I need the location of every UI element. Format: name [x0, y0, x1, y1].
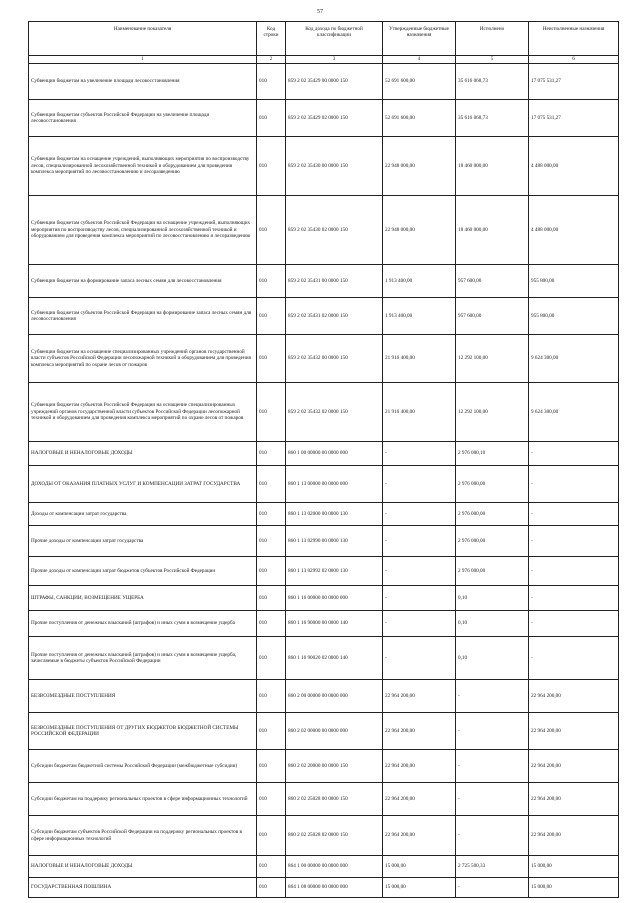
line-code: 010: [257, 557, 286, 586]
line-code: 010: [257, 442, 286, 466]
approved-amount: 22 964 200,00: [383, 713, 456, 750]
line-code: 010: [257, 100, 286, 137]
unexecuted-amount: -: [529, 637, 619, 680]
line-code: 010: [257, 637, 286, 680]
approved-amount: 21 916 400,00: [383, 383, 456, 442]
table-row: [29, 856, 619, 878]
approved-amount: 1 913 400,00: [383, 298, 456, 335]
indicator-name: Субвенции бюджетам на формирование запаса лесных семян для лесовосстановления: [29, 265, 257, 298]
table-row: [29, 816, 619, 856]
approved-amount: -: [383, 466, 456, 503]
budget-code: 859 2 02 35432 00 0000 150: [286, 335, 383, 383]
unexecuted-amount: 4 488 000,00: [529, 137, 619, 196]
table-body: [29, 64, 619, 898]
approved-amount: 15 000,00: [383, 856, 456, 878]
indicator-name: Субвенции бюджетам на оснащение специализированных учреждений органов государственной власти субъектов Российской Федерации лесопожарной техникой и оборудованием для проведения комплекса мероприятий по охране лесов от пожаров: [29, 335, 257, 383]
line-code: 010: [257, 816, 286, 856]
budget-code: 860 2 02 20000 00 0000 150: [286, 750, 383, 783]
budget-code: 859 2 02 35430 00 0000 150: [286, 137, 383, 196]
unexecuted-amount: 17 075 531,27: [529, 64, 619, 100]
approved-amount: 52 691 600,00: [383, 100, 456, 137]
budget-code: 860 2 02 25028 02 0000 150: [286, 816, 383, 856]
table-row: [29, 265, 619, 298]
indicator-name: Прочие поступления от денежных взысканий (штрафов) и иных сумм в возмещение ущерба: [29, 611, 257, 637]
unexecuted-amount: -: [529, 442, 619, 466]
budget-code: 859 2 02 35431 00 0000 150: [286, 265, 383, 298]
unexecuted-amount: -: [529, 586, 619, 611]
indicator-name: БЕЗВОЗМЕЗДНЫЕ ПОСТУПЛЕНИЯ: [29, 680, 257, 713]
budget-code: 859 2 02 35431 02 0000 150: [286, 298, 383, 335]
unexecuted-amount: 22 964 200,00: [529, 680, 619, 713]
table-row: [29, 466, 619, 503]
unexecuted-amount: -: [529, 466, 619, 503]
indicator-name: Субсидии бюджетам субъектов Российской Федерации на поддержку региональных проектов в сфере информационных технологий: [29, 816, 257, 856]
page-number: 57: [317, 9, 323, 15]
executed-amount: 2 976 000,00: [456, 557, 529, 586]
executed-amount: 12 292 100,00: [456, 335, 529, 383]
indicator-name: Субвенции бюджетам на увеличение площади лесовосстановления: [29, 64, 257, 100]
budget-code: 860 2 00 00000 00 0000 000: [286, 680, 383, 713]
line-code: 010: [257, 298, 286, 335]
line-code: 010: [257, 64, 286, 100]
indicator-name: Доходы от компенсации затрат государства: [29, 503, 257, 526]
indicator-name: ДОХОДЫ ОТ ОКАЗАНИЯ ПЛАТНЫХ УСЛУГ И КОМПЕНСАЦИИ ЗАТРАТ ГОСУДАРСТВА: [29, 466, 257, 503]
budget-code: 859 2 02 35429 00 0000 150: [286, 64, 383, 100]
line-code: 010: [257, 335, 286, 383]
table-row: [29, 750, 619, 783]
table-row: [29, 878, 619, 898]
unexecuted-amount: 955 800,00: [529, 265, 619, 298]
column-number: 4: [383, 56, 456, 64]
indicator-name: ШТРАФЫ, САНКЦИИ, ВОЗМЕЩЕНИЕ УЩЕРБА: [29, 586, 257, 611]
line-code: 010: [257, 586, 286, 611]
executed-amount: -: [456, 750, 529, 783]
table-row: [29, 100, 619, 137]
indicator-name: Субвенции бюджетам субъектов Российской Федерации на оснащение специализированных учреждений органов государственной власти субъектов Российской Федерации лесопожарной техникой и оборудованием для проведения комплекса мероприятий по охране лесов от пожаров: [29, 383, 257, 442]
line-code: 010: [257, 466, 286, 503]
budget-code: 859 2 02 35432 02 0000 150: [286, 383, 383, 442]
executed-amount: 957 600,00: [456, 265, 529, 298]
budget-code: 860 1 16 00000 00 0000 000: [286, 586, 383, 611]
budget-code: 860 1 16 90000 00 0000 140: [286, 611, 383, 637]
header-executed: Исполнено: [456, 22, 529, 56]
executed-amount: 957 600,00: [456, 298, 529, 335]
indicator-name: Прочие поступления от денежных взысканий (штрафов) и иных сумм в возмещение ущерба, зачисляемые в бюджеты субъектов Российской Федерации: [29, 637, 257, 680]
budget-code: 864 1 08 00000 00 0000 000: [286, 878, 383, 898]
column-number-row: [29, 56, 619, 64]
approved-amount: 15 000,00: [383, 878, 456, 898]
budget-code: 859 2 02 35429 02 0000 150: [286, 100, 383, 137]
table-row: [29, 196, 619, 265]
table-row: [29, 680, 619, 713]
unexecuted-amount: 15 000,00: [529, 878, 619, 898]
approved-amount: 22 964 200,00: [383, 783, 456, 816]
table-row: [29, 637, 619, 680]
approved-amount: 22 948 000,00: [383, 196, 456, 265]
line-code: 010: [257, 137, 286, 196]
executed-amount: 18 460 000,00: [456, 196, 529, 265]
line-code: 010: [257, 878, 286, 898]
unexecuted-amount: 22 964 200,00: [529, 816, 619, 856]
column-number: 2: [257, 56, 286, 64]
header-budget-code: Код дохода по бюджетной классификации: [286, 22, 383, 56]
executed-amount: -: [456, 713, 529, 750]
approved-amount: -: [383, 526, 456, 557]
executed-amount: 2 976 000,00: [456, 503, 529, 526]
indicator-name: Субвенции бюджетам субъектов Российской Федерации на формирование запаса лесных семян для лесовосстановления: [29, 298, 257, 335]
budget-code: 860 1 13 02000 00 0000 130: [286, 503, 383, 526]
approved-amount: -: [383, 442, 456, 466]
budget-code: 860 2 02 00000 00 0000 000: [286, 713, 383, 750]
table-row: [29, 557, 619, 586]
indicator-name: Субвенции бюджетам субъектов Российской Федерации на увеличение площади лесовосстановления: [29, 100, 257, 137]
executed-amount: 0,10: [456, 611, 529, 637]
line-code: 010: [257, 611, 286, 637]
table-row: [29, 383, 619, 442]
indicator-name: Прочие доходы от компенсации затрат бюджетов субъектов Российской Федерации: [29, 557, 257, 586]
header-row: [29, 22, 619, 56]
executed-amount: 12 292 100,00: [456, 383, 529, 442]
table-row: [29, 137, 619, 196]
indicator-name: Субвенции бюджетам субъектов Российской Федерации на оснащение учреждений, выполняющих мероприятия по воспроизводству лесов, специализированной лесохозяйственной техникой и оборудованием для проведения комплекса мероприятий по лесовосстановлению и лесоразведению: [29, 196, 257, 265]
approved-amount: 22 948 000,00: [383, 137, 456, 196]
header-unexecuted: Неисполненные назначения: [529, 22, 619, 56]
table-row: [29, 611, 619, 637]
approved-amount: 1 913 400,00: [383, 265, 456, 298]
indicator-name: Субсидии бюджетам на поддержку региональных проектов в сфере информационных технологий: [29, 783, 257, 816]
table-row: [29, 783, 619, 816]
executed-amount: -: [456, 680, 529, 713]
table-row: [29, 335, 619, 383]
revenue-table: [28, 21, 619, 898]
header-approved: Утвержденные бюджетные назначения: [383, 22, 456, 56]
table-row: [29, 298, 619, 335]
unexecuted-amount: 9 624 300,00: [529, 383, 619, 442]
unexecuted-amount: -: [529, 526, 619, 557]
table-row: [29, 503, 619, 526]
budget-code: 864 1 00 00000 00 0000 000: [286, 856, 383, 878]
unexecuted-amount: -: [529, 503, 619, 526]
line-code: 010: [257, 526, 286, 557]
executed-amount: -: [456, 783, 529, 816]
unexecuted-amount: 22 964 200,00: [529, 750, 619, 783]
line-code: 010: [257, 265, 286, 298]
column-number: 5: [456, 56, 529, 64]
header-line-code: Код строки: [257, 22, 286, 56]
column-number: 3: [286, 56, 383, 64]
indicator-name: Прочие доходы от компенсации затрат государства: [29, 526, 257, 557]
line-code: 010: [257, 856, 286, 878]
executed-amount: 18 460 000,00: [456, 137, 529, 196]
executed-amount: 0,10: [456, 637, 529, 680]
approved-amount: 22 964 200,00: [383, 816, 456, 856]
executed-amount: 2 976 000,10: [456, 442, 529, 466]
unexecuted-amount: 17 075 531,27: [529, 100, 619, 137]
unexecuted-amount: 15 000,00: [529, 856, 619, 878]
budget-code: 860 1 16 90020 02 0000 140: [286, 637, 383, 680]
column-number: 6: [529, 56, 619, 64]
approved-amount: -: [383, 503, 456, 526]
column-number: 1: [29, 56, 257, 64]
approved-amount: 21 916 400,00: [383, 335, 456, 383]
line-code: 010: [257, 503, 286, 526]
budget-code: 860 1 13 02990 00 0000 130: [286, 526, 383, 557]
budget-code: 859 2 02 35430 02 0000 150: [286, 196, 383, 265]
header-indicator-name: Наименование показателя: [29, 22, 257, 56]
table-row: [29, 442, 619, 466]
budget-code: 860 1 13 02992 02 0000 130: [286, 557, 383, 586]
line-code: 010: [257, 680, 286, 713]
budget-code: 860 1 00 00000 00 0000 000: [286, 442, 383, 466]
approved-amount: 22 964 200,00: [383, 680, 456, 713]
line-code: 010: [257, 713, 286, 750]
unexecuted-amount: 22 964 200,00: [529, 713, 619, 750]
line-code: 010: [257, 383, 286, 442]
executed-amount: 2 976 000,00: [456, 526, 529, 557]
indicator-name: БЕЗВОЗМЕЗДНЫЕ ПОСТУПЛЕНИЯ ОТ ДРУГИХ БЮДЖЕТОВ БЮДЖЕТНОЙ СИСТЕМЫ РОССИЙСКОЙ ФЕДЕРАЦИИ: [29, 713, 257, 750]
line-code: 010: [257, 750, 286, 783]
indicator-name: НАЛОГОВЫЕ И НЕНАЛОГОВЫЕ ДОХОДЫ: [29, 856, 257, 878]
table-row: [29, 713, 619, 750]
approved-amount: -: [383, 611, 456, 637]
executed-amount: 2 976 000,00: [456, 466, 529, 503]
unexecuted-amount: -: [529, 557, 619, 586]
executed-amount: 0,10: [456, 586, 529, 611]
indicator-name: НАЛОГОВЫЕ И НЕНАЛОГОВЫЕ ДОХОДЫ: [29, 442, 257, 466]
indicator-name: ГОСУДАРСТВЕННАЯ ПОШЛИНА: [29, 878, 257, 898]
executed-amount: 2 725 500,33: [456, 856, 529, 878]
executed-amount: -: [456, 816, 529, 856]
budget-code: 860 2 02 25028 00 0000 150: [286, 783, 383, 816]
approved-amount: 52 691 600,00: [383, 64, 456, 100]
executed-amount: 35 616 068,73: [456, 64, 529, 100]
budget-code: 860 1 13 00000 00 0000 000: [286, 466, 383, 503]
table-row: [29, 586, 619, 611]
approved-amount: 22 964 200,00: [383, 750, 456, 783]
table-row: [29, 64, 619, 100]
approved-amount: -: [383, 637, 456, 680]
unexecuted-amount: 22 964 200,00: [529, 783, 619, 816]
unexecuted-amount: 9 624 300,00: [529, 335, 619, 383]
table-row: [29, 526, 619, 557]
executed-amount: -: [456, 878, 529, 898]
indicator-name: Субсидии бюджетам бюджетной системы Российской Федерации (межбюджетные субсидии): [29, 750, 257, 783]
unexecuted-amount: 4 488 000,00: [529, 196, 619, 265]
executed-amount: 35 616 068,73: [456, 100, 529, 137]
approved-amount: -: [383, 586, 456, 611]
approved-amount: -: [383, 557, 456, 586]
line-code: 010: [257, 196, 286, 265]
unexecuted-amount: 955 800,00: [529, 298, 619, 335]
unexecuted-amount: -: [529, 611, 619, 637]
line-code: 010: [257, 783, 286, 816]
indicator-name: Субвенции бюджетам на оснащение учреждений, выполняющих мероприятия по воспроизводству лесов, специализированной лесохозяйственной техникой и оборудованием для проведения комплекса мероприятий по лесовосстановлению и лесоразведению: [29, 137, 257, 196]
